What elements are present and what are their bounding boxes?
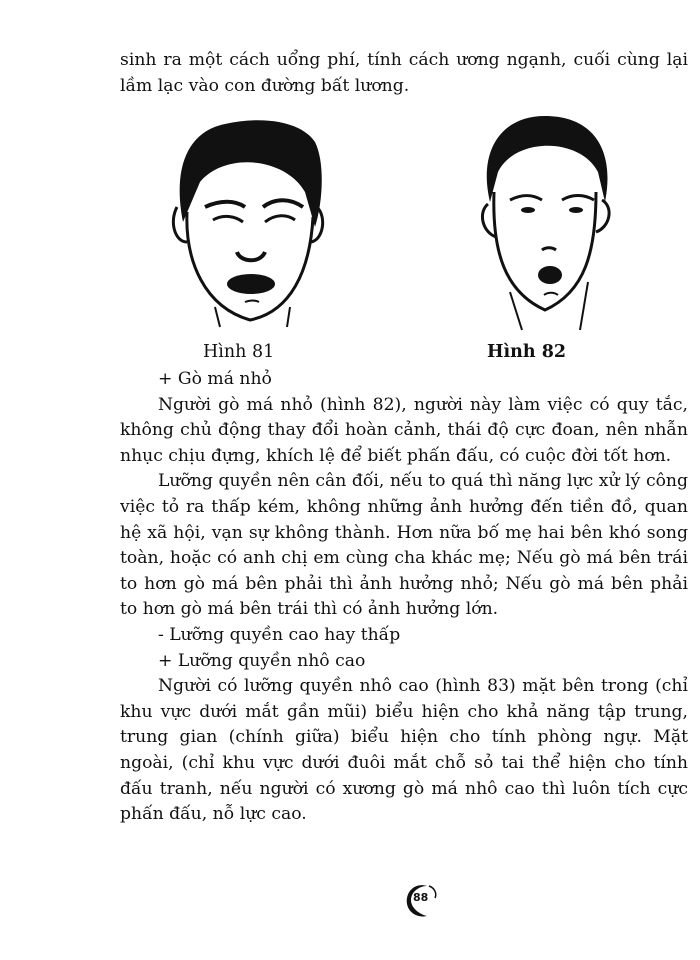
figure-82-caption: Hình 82 xyxy=(487,342,567,362)
body-text-block xyxy=(120,367,688,828)
page-number-label: 88 xyxy=(413,891,429,904)
paragraph-small-cheekbones: Người gò má nhỏ (hình 82), người này làm việc có quy tắc, không chủ động thay đổi hoàn cảnh, thái độ cực đoan, nên nhẫn nhục chịu đựng, khích lệ để biết phấn đấu, có cuộc đời tốt hơn. xyxy=(120,394,688,466)
paragraph-cheekbone-balance: Lưỡng quyền nên cân đối, nếu to quá thì năng lực xử lý công việc tỏ ra thấp kém, không những ảnh hưởng đến tiền đồ, quan hệ xã hội, vạn sự không thành. Hơn nữa bố mẹ hai bên khó song toàn, hoặc có anh chị em cùng cha khác mẹ; Nếu gò má bên trái to hơn gò má bên phải thì ảnh hưởng nhỏ; Nếu gò má bên phải to hơn gò má bên trái thì có ảnh hưởng lớn. xyxy=(120,471,688,620)
subheading-high-cheekbones: + Lưỡng quyền nhô cao xyxy=(158,650,366,671)
face-illustration-81 xyxy=(165,112,335,337)
figure-81-caption: Hình 81 xyxy=(203,342,275,362)
face-illustration-82 xyxy=(470,112,620,337)
paragraph-high-cheekbones: Người có lưỡng quyền nhô cao (hình 83) mặt bên trong (chỉ khu vực dưới mắt gần mũi) biểu hiện cho khả năng tập trung, trung gian (chính giữa) biểu hiện cho tính phòng ngự. Mặt ngoài, (chỉ khu vực dưới đuôi mắt chỗ sỏ tai thể hiện cho tính đấu tranh, nếu người có xương gò má nhô cao thì luôn tích cực phấn đấu, nỗ lực cao. xyxy=(120,676,688,825)
page-number xyxy=(401,880,441,920)
intro-paragraph: sinh ra một cách uổng phí, tính cách ương ngạnh, cuối cùng lại lầm lạc vào con đường bất lương. xyxy=(120,50,688,96)
subheading-small-cheekbones: + Gò má nhỏ xyxy=(158,369,272,389)
intro-text-block xyxy=(120,48,688,99)
subheading-cheekbone-height: - Lưỡng quyền cao hay thấp xyxy=(158,624,401,645)
